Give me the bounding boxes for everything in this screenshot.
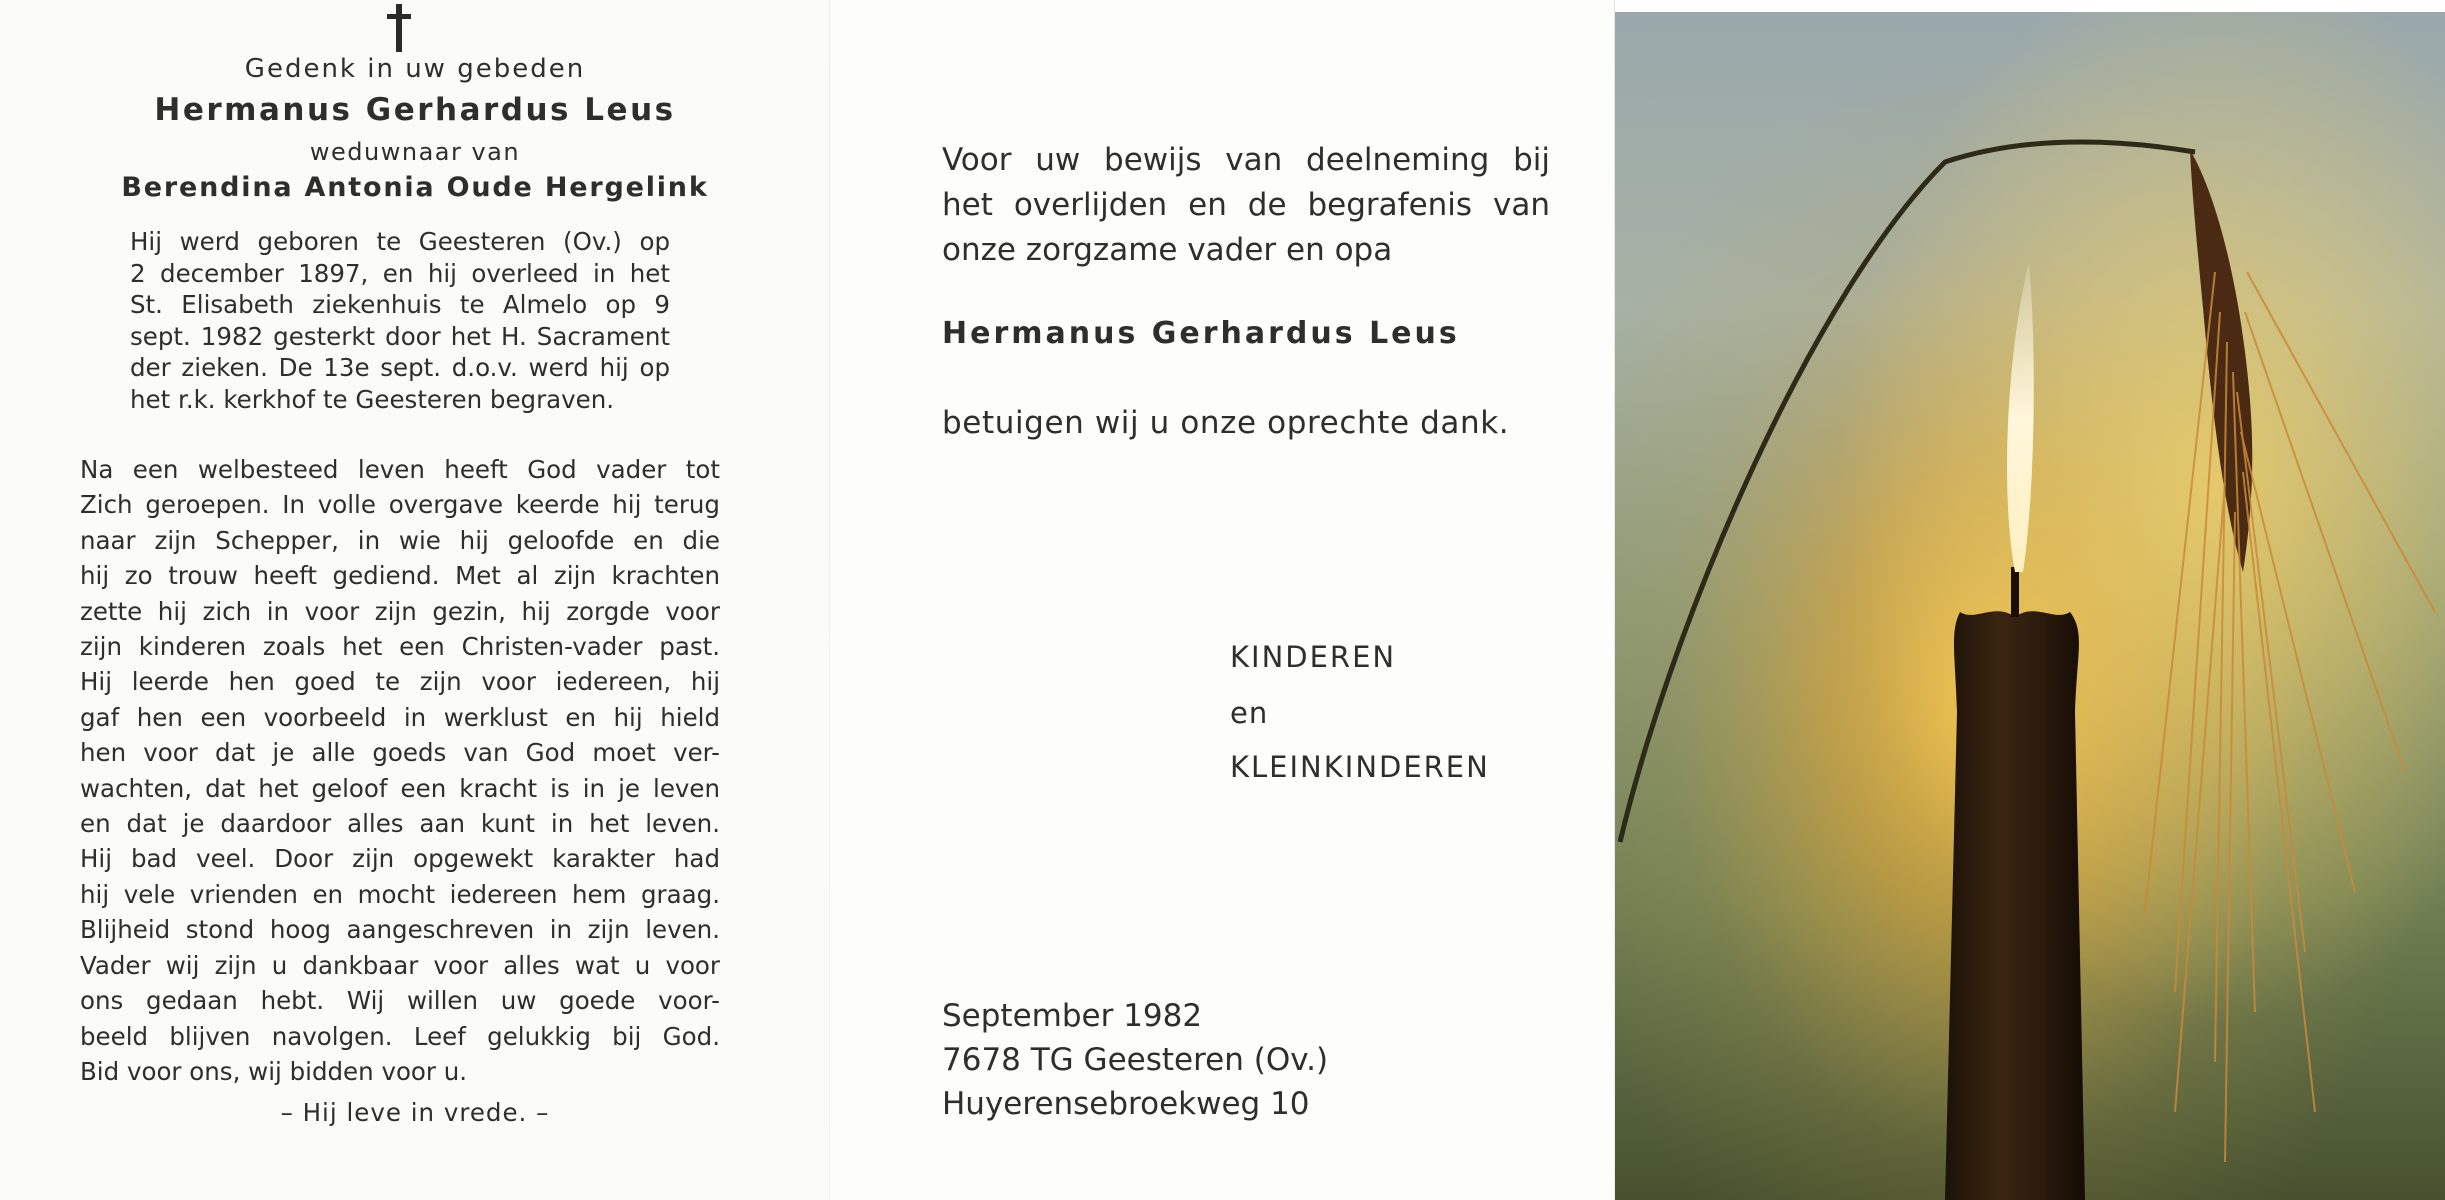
tribute-line: Hij leerde hen goed te zijn voor iedereen, hij	[80, 667, 720, 697]
tribute-line: Zich geroepen. In volle overgave keerde hij terug	[80, 490, 720, 520]
tribute-line: wachten, dat het geloof een kracht is in je leven	[80, 773, 720, 803]
biography-line: St. Elisabeth ziekenhuis te Almelo op 9	[130, 290, 670, 319]
thanks-line: Voor uw bewijs van deelneming bij	[942, 142, 1550, 178]
biography-paragraph	[130, 226, 670, 415]
tribute-line: Vader wij zijn u dankbaar voor alles wat u voor	[80, 950, 720, 980]
street-line: Huyerensebroekweg 10	[942, 1086, 1310, 1122]
prayer-heading: Gedenk in uw gebeden	[244, 54, 586, 84]
tribute-line: hij vele vrienden en mocht iedereen hem graag.	[80, 879, 720, 909]
tribute-line: Bid voor ons, wij bidden voor u.	[80, 1056, 468, 1086]
tribute-line: hij zo trouw heeft gediend. Met al zijn krachten	[80, 561, 720, 591]
signature-children: KINDEREN	[1230, 640, 1397, 674]
thanks-line: het overlijden en de begrafenis van	[942, 187, 1550, 223]
tribute-line: naar zijn Schepper, in wie hij geloofde en die	[80, 525, 720, 555]
tribute-line: zijn kinderen zoals het een Christen-vader past.	[80, 632, 720, 662]
thanks-line: onze zorgzame vader en opa	[942, 232, 1393, 268]
spouse-name: Berendina Antonia Oude Hergelink	[121, 172, 709, 203]
biography-line: Hij werd geboren te Geesteren (Ov.) op	[130, 227, 670, 256]
tribute-line: zette hij zich in voor zijn gezin, hij zorgde voor	[80, 596, 720, 626]
thanks-closing: betuigen wij u onze oprechte dank.	[942, 405, 1510, 441]
left-panel	[0, 0, 830, 1200]
biography-line: sept. 1982 gesterkt door het H. Sacrament	[130, 321, 670, 351]
tribute-line: Blijheid stond hoog aangeschreven in zijn leven.	[80, 915, 720, 945]
signature-grandchildren: KLEINKINDEREN	[1230, 750, 1490, 784]
tribute-paragraph	[80, 452, 720, 1089]
thanks-paragraph	[942, 138, 1550, 273]
tribute-line: hen voor dat je alle goeds van God moet ver-	[80, 738, 720, 768]
closing-line: – Hij leve in vrede. –	[280, 1098, 550, 1127]
tribute-line: Na een welbesteed leven heeft God vader tot	[80, 455, 720, 484]
tribute-line: beeld blijven navolgen. Leef gelukkig bij God.	[80, 1021, 720, 1051]
deceased-name: Hermanus Gerhardus Leus	[154, 92, 676, 128]
widower-label: weduwnaar van	[309, 138, 521, 166]
latin-cross-icon	[382, 2, 416, 54]
tribute-line: ons gedaan hebt. Wij willen uw goede voor-	[80, 986, 720, 1016]
candle-with-wheat-ear-photo	[1615, 12, 2445, 1200]
tribute-line: gaf hen een voorbeeld in werklust en hij hield	[80, 702, 720, 732]
tribute-line: Hij bad veel. Door zijn opgewekt karakter had	[80, 844, 720, 874]
biography-line: het r.k. kerkhof te Geesteren begraven.	[130, 384, 615, 414]
postal-line: 7678 TG Geesteren (Ov.)	[942, 1042, 1329, 1078]
date-line: September 1982	[942, 998, 1203, 1034]
deceased-name-middle: Hermanus Gerhardus Leus	[942, 316, 1460, 351]
middle-panel	[830, 0, 1615, 1200]
biography-line: der zieken. De 13e sept. d.o.v. werd hij op	[130, 353, 670, 382]
tribute-line: en dat je daardoor alles aan kunt in het leven.	[80, 809, 720, 839]
biography-line: 2 december 1897, en hij overleed in het	[130, 258, 670, 288]
signature-and: en	[1230, 696, 1269, 730]
